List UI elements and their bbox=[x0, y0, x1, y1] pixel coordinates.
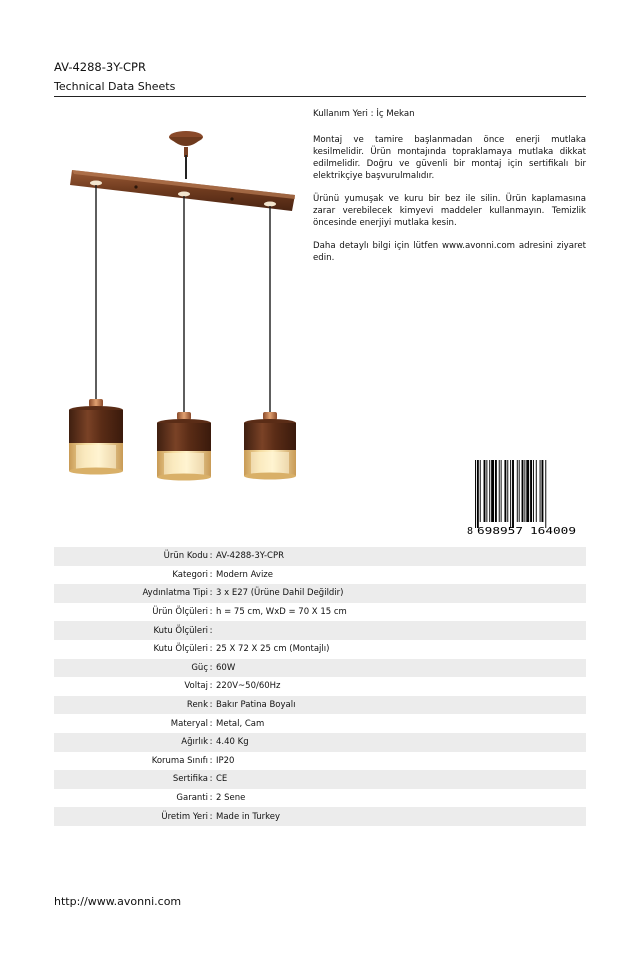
spec-separator: : bbox=[209, 793, 213, 804]
spec-value: IP20 bbox=[216, 755, 235, 766]
footer-url[interactable]: http://www.avonni.com bbox=[54, 895, 182, 908]
spec-label: Güç bbox=[191, 662, 208, 673]
spec-separator: : bbox=[209, 625, 213, 636]
spec-label: Kategori bbox=[172, 569, 208, 580]
spec-label: Garanti bbox=[176, 793, 208, 804]
barcode-bar bbox=[484, 460, 486, 522]
product-image bbox=[60, 125, 305, 490]
spec-value: Bakır Patina Boyalı bbox=[216, 700, 296, 711]
barcode-left-digits: 698957 bbox=[477, 526, 523, 536]
spec-separator: : bbox=[209, 607, 213, 618]
spec-row bbox=[54, 696, 586, 715]
barcode-bar bbox=[542, 460, 544, 522]
usage-label: Kullanım Yeri bbox=[313, 109, 368, 119]
product-description bbox=[313, 108, 586, 275]
spec-value: Made in Turkey bbox=[216, 811, 280, 822]
barcode bbox=[466, 460, 586, 536]
spec-separator: : bbox=[209, 774, 213, 785]
spec-value: 60W bbox=[216, 662, 236, 673]
spec-value: 2 Sene bbox=[216, 793, 246, 804]
spec-separator: : bbox=[209, 644, 213, 655]
spec-value: 25 X 72 X 25 cm (Montajlı) bbox=[216, 644, 330, 655]
spec-separator: : bbox=[209, 662, 213, 673]
barcode-bar bbox=[530, 460, 532, 522]
product-code-heading: AV-4288-3Y-CPR bbox=[54, 60, 146, 74]
barcode-bar bbox=[533, 460, 534, 522]
barcode-bars bbox=[475, 460, 546, 528]
spec-row bbox=[54, 770, 586, 789]
spec-label: Ürün Kodu bbox=[163, 551, 208, 562]
spec-value: 4.40 Kg bbox=[216, 737, 249, 748]
barcode-bar bbox=[477, 460, 479, 528]
spec-label: Sertifika bbox=[172, 774, 208, 785]
spec-label: Kutu Ölçüleri bbox=[153, 644, 208, 655]
barcode-first-digit: 8 bbox=[467, 526, 474, 536]
spec-value: 220V~50/60Hz bbox=[216, 681, 281, 692]
spec-separator: : bbox=[209, 718, 213, 729]
pendant-shade bbox=[244, 412, 296, 480]
spec-separator: : bbox=[209, 811, 213, 822]
barcode-bar bbox=[486, 460, 487, 522]
ceiling-canopy bbox=[169, 131, 203, 179]
spec-label: Voltaj bbox=[184, 681, 208, 692]
barcode-bar bbox=[504, 460, 506, 522]
barcode-bar bbox=[519, 460, 520, 522]
spec-value: CE bbox=[216, 774, 228, 785]
barcode-bar bbox=[512, 460, 514, 528]
spec-label: Ürün Ölçüleri bbox=[152, 607, 208, 618]
spec-label: Renk bbox=[186, 700, 208, 711]
pendant-cords bbox=[96, 185, 270, 414]
spec-row bbox=[54, 714, 586, 733]
spec-value: Modern Avize bbox=[216, 569, 273, 580]
barcode-bar bbox=[517, 460, 518, 522]
header-divider bbox=[54, 96, 586, 97]
barcode-bar bbox=[507, 460, 508, 522]
spec-row bbox=[54, 752, 586, 771]
spec-label: Koruma Sınıfı bbox=[151, 755, 208, 766]
spec-separator: : bbox=[209, 700, 213, 711]
spec-separator: : bbox=[209, 737, 213, 748]
barcode-bar bbox=[526, 460, 529, 522]
spec-value: 3 x E27 (Ürüne Dahil Değildir) bbox=[216, 588, 344, 599]
description-paragraph: Daha detaylı bilgi için lütfen www.avonni.com adresini ziyaret edin. bbox=[313, 241, 586, 263]
spec-label: Ağırlık bbox=[181, 737, 208, 748]
spec-separator: : bbox=[209, 588, 213, 599]
spec-row bbox=[54, 584, 586, 603]
barcode-bar bbox=[495, 460, 497, 522]
spec-row bbox=[54, 677, 586, 696]
spec-separator: : bbox=[209, 755, 213, 766]
barcode-bar bbox=[489, 460, 490, 522]
spec-row bbox=[54, 807, 586, 826]
spec-label: Aydınlatma Tipi bbox=[142, 588, 208, 599]
pendant-shade bbox=[69, 399, 123, 475]
barcode-bar bbox=[540, 460, 541, 522]
document-subtitle: Technical Data Sheets bbox=[54, 80, 176, 93]
spec-label: Üretim Yeri bbox=[161, 811, 208, 822]
spec-row bbox=[54, 733, 586, 752]
wooden-bar bbox=[70, 170, 295, 211]
pendant-shade bbox=[157, 412, 211, 481]
barcode-bar bbox=[499, 460, 500, 522]
spec-separator: : bbox=[209, 681, 213, 692]
barcode-bar bbox=[545, 460, 546, 528]
barcode-bar bbox=[510, 460, 511, 528]
spec-label: Materyal bbox=[170, 718, 208, 729]
spec-row bbox=[54, 566, 586, 585]
barcode-right-digits: 164009 bbox=[530, 526, 576, 536]
barcode-bar bbox=[522, 460, 524, 522]
barcode-bar bbox=[491, 460, 494, 522]
spec-label: Kutu Ölçüleri bbox=[153, 625, 208, 636]
description-paragraph: Ürünü yumuşak ve kuru bir bez ile silin. Ürün kaplamasına zarar verebilecek kimyevi maddeler kullanmayın. Temizlik öncesinde enerjiyi mutlaka kesin. bbox=[313, 194, 586, 228]
spec-separator: : bbox=[209, 569, 213, 580]
spec-separator: : bbox=[209, 551, 213, 562]
barcode-bar bbox=[501, 460, 502, 522]
spec-row bbox=[54, 621, 586, 640]
spec-value: Metal, Cam bbox=[216, 718, 265, 729]
spec-table bbox=[54, 547, 586, 826]
spec-value: AV-4288-3Y-CPR bbox=[216, 551, 284, 562]
spec-row bbox=[54, 640, 586, 659]
usage-location: Kullanım Yeri : İç Mekan bbox=[313, 109, 415, 119]
barcode-bar bbox=[480, 460, 481, 522]
spec-row bbox=[54, 659, 586, 678]
usage-value: İç Mekan bbox=[376, 109, 415, 119]
barcode-bar bbox=[524, 460, 525, 522]
description-paragraph: Montaj ve tamire başlanmadan önce enerji mutlaka kesilmelidir. Ürün montajında topraklamaya mutlaka dikkat edilmelidir. Doğru ve güvenli bir montaj için sertifikalı bir elektrikçiye başvurulmalıdır. bbox=[313, 135, 586, 181]
barcode-bar bbox=[475, 460, 476, 528]
spec-row bbox=[54, 547, 586, 566]
spec-row bbox=[54, 789, 586, 808]
spec-row bbox=[54, 603, 586, 622]
spec-value: h = 75 cm, WxD = 70 X 15 cm bbox=[216, 607, 347, 618]
barcode-bar bbox=[536, 460, 537, 522]
